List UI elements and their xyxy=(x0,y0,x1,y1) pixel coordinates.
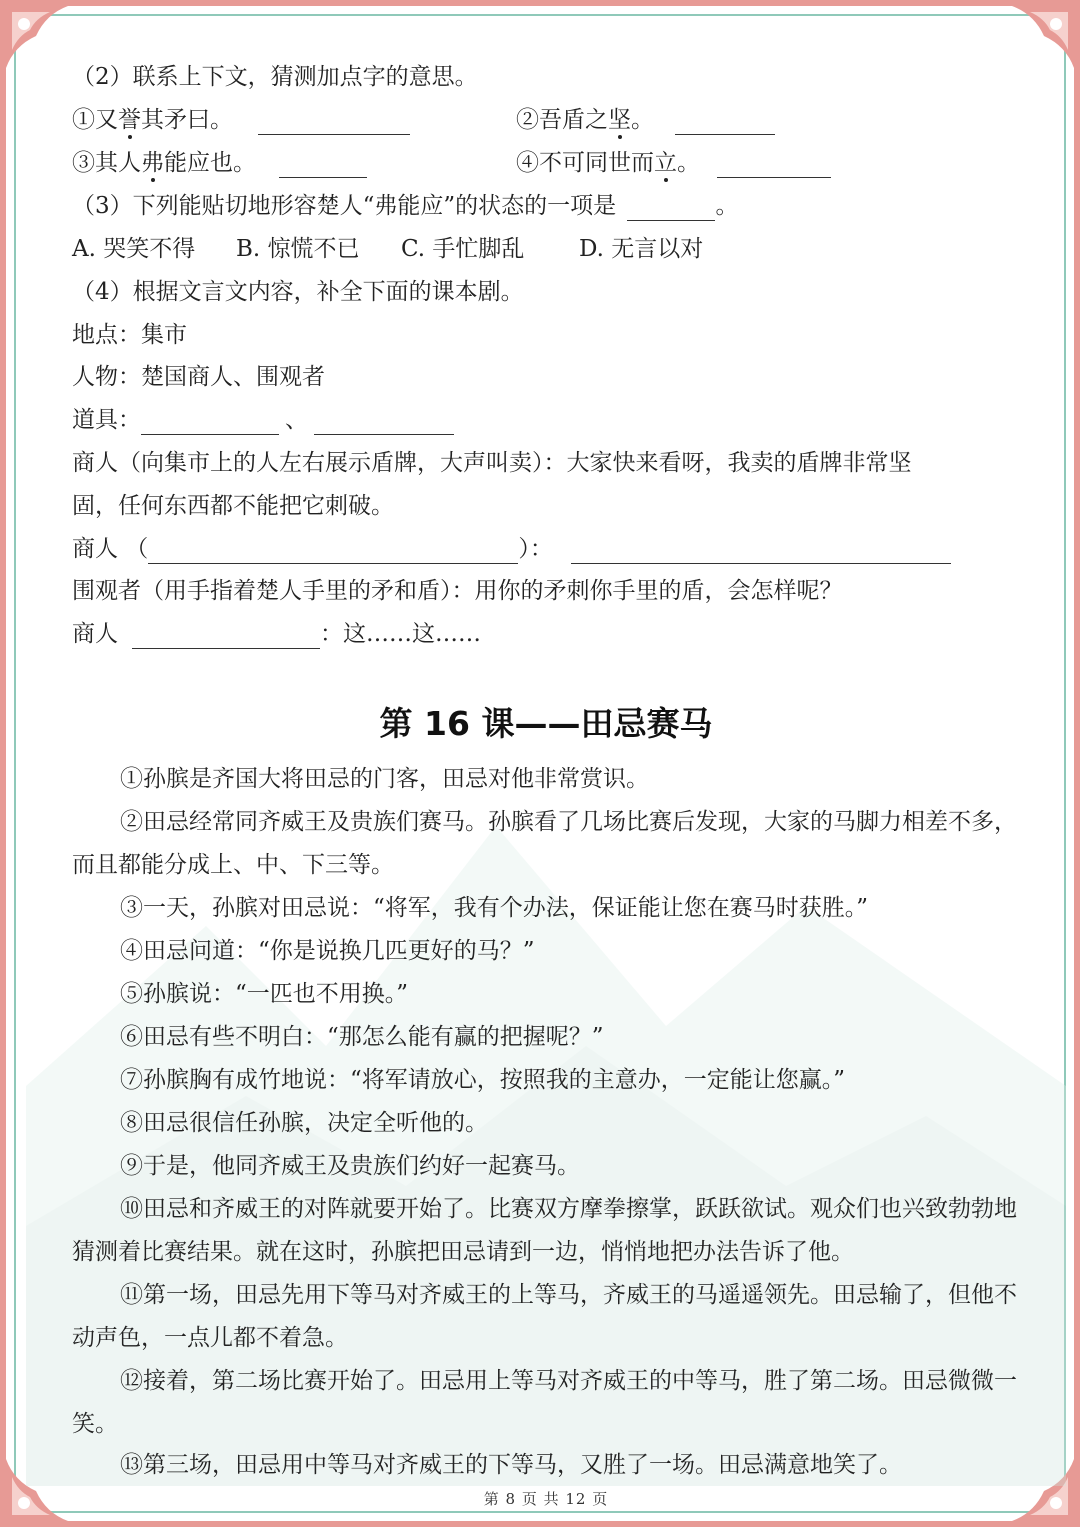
question-3: （3）下列能贴切地形容楚人“弗能应”的状态的一项是 。 xyxy=(72,193,739,219)
merchant-line-2: 商人 （ ）： xyxy=(72,534,951,564)
lesson-paragraph: ①孙膑是齐国大将田忌的门客，田忌对他非常赏识。 xyxy=(120,766,649,792)
q3-option-c[interactable]: C. 手忙脚乱 xyxy=(401,236,525,262)
answer-blank[interactable] xyxy=(141,412,279,435)
onlooker-line: 围观者（用手指着楚人手里的矛和盾）：用你的矛刺你手里的盾，会怎样呢？ xyxy=(72,578,843,604)
q2-item-3: ③其人弗能应也。 xyxy=(72,148,367,178)
answer-blank[interactable] xyxy=(571,541,951,564)
lesson-paragraph: ⑨于是，他同齐威王及贵族们约好一起赛马。 xyxy=(120,1153,580,1179)
lesson-paragraph: ⑧田忌很信任孙膑，决定全听他的。 xyxy=(120,1110,488,1136)
merchant-line-3: 商人 ：这……这…… xyxy=(72,621,481,647)
q3-option-b[interactable]: B. 惊慌不已 xyxy=(236,236,360,262)
answer-blank[interactable] xyxy=(314,412,454,435)
answer-blank[interactable] xyxy=(717,155,831,178)
corner-ornament-icon xyxy=(1012,6,1074,68)
lesson-paragraph: ⑤孙膑说：“一匹也不用换。” xyxy=(120,981,409,1007)
lesson-paragraph: ⑫接着，第二场比赛开始了。田忌用上等马对齐威王的中等马，胜了第二场。田忌微微一笑。 xyxy=(72,1368,1017,1437)
answer-blank[interactable] xyxy=(258,112,410,135)
q3-option-a[interactable]: A. 哭笑不得 xyxy=(72,236,196,262)
lesson-paragraph: ⑩田忌和齐威王的对阵就要开始了。比赛双方摩拳擦掌，跃跃欲试。观众们也兴致勃勃地猜测着比赛结果。就在这时，孙膑把田忌请到一边，悄悄地把办法告诉了他。 xyxy=(72,1196,1017,1265)
q3-option-d[interactable]: D. 无言以对 xyxy=(579,236,704,262)
merchant-line-1b: 固，任何东西都不能把它刺破。 xyxy=(72,493,394,519)
question-2-intro: （2）联系上下文，猜测加点字的意思。 xyxy=(72,64,478,90)
play-props: 道具： 、 xyxy=(72,405,454,435)
lesson-paragraph: ②田忌经常同齐威王及贵族们赛马。孙膑看了几场比赛后发现，大家的马脚力相差不多，而且都能分成上、中、下三等。 xyxy=(72,809,1017,878)
corner-ornament-icon xyxy=(6,6,68,68)
q2-item-2: ②吾盾之坚。 xyxy=(516,105,775,135)
play-people: 人物：楚国商人、围观者 xyxy=(72,364,325,390)
answer-blank[interactable] xyxy=(148,541,518,564)
question-4-intro: （4）根据文言文内容，补全下面的课本剧。 xyxy=(72,279,524,305)
lesson-paragraph: ⑬第三场，田忌用中等马对齐威王的下等马，又胜了一场。田忌满意地笑了。 xyxy=(120,1452,902,1478)
lesson-paragraph: ⑦孙膑胸有成竹地说：“将军请放心，按照我的主意办，一定能让您赢。” xyxy=(120,1067,846,1093)
answer-blank[interactable] xyxy=(279,155,367,178)
answer-blank[interactable] xyxy=(132,626,320,649)
answer-blank[interactable] xyxy=(675,112,775,135)
play-place: 地点：集市 xyxy=(72,322,187,348)
answer-blank[interactable] xyxy=(627,198,715,221)
lesson-paragraph: ③一天，孙膑对田忌说：“将军，我有个办法，保证能让您在赛马时获胜。” xyxy=(120,895,869,921)
lesson-title: 第 16 课——田忌赛马 xyxy=(379,704,713,743)
q2-item-1: ①又誉其矛曰。 xyxy=(72,105,410,135)
merchant-line-1: 商人（向集市上的人左右展示盾牌，大声叫卖）：大家快来看呀，我卖的盾牌非常坚 xyxy=(72,450,912,476)
page-footer: 第 8 页 共 12 页 xyxy=(483,1490,609,1508)
lesson-paragraph: ⑥田忌有些不明白：“那怎么能有赢的把握呢？” xyxy=(120,1024,604,1050)
lesson-paragraph: ⑪第一场，田忌先用下等马对齐威王的上等马，齐威王的马遥遥领先。田忌输了，但他不动声色，一点儿都不着急。 xyxy=(72,1282,1017,1351)
q2-item-4: ④不可同世而立。 xyxy=(516,148,831,178)
lesson-paragraph: ④田忌问道：“你是说换几匹更好的马？” xyxy=(120,938,535,964)
